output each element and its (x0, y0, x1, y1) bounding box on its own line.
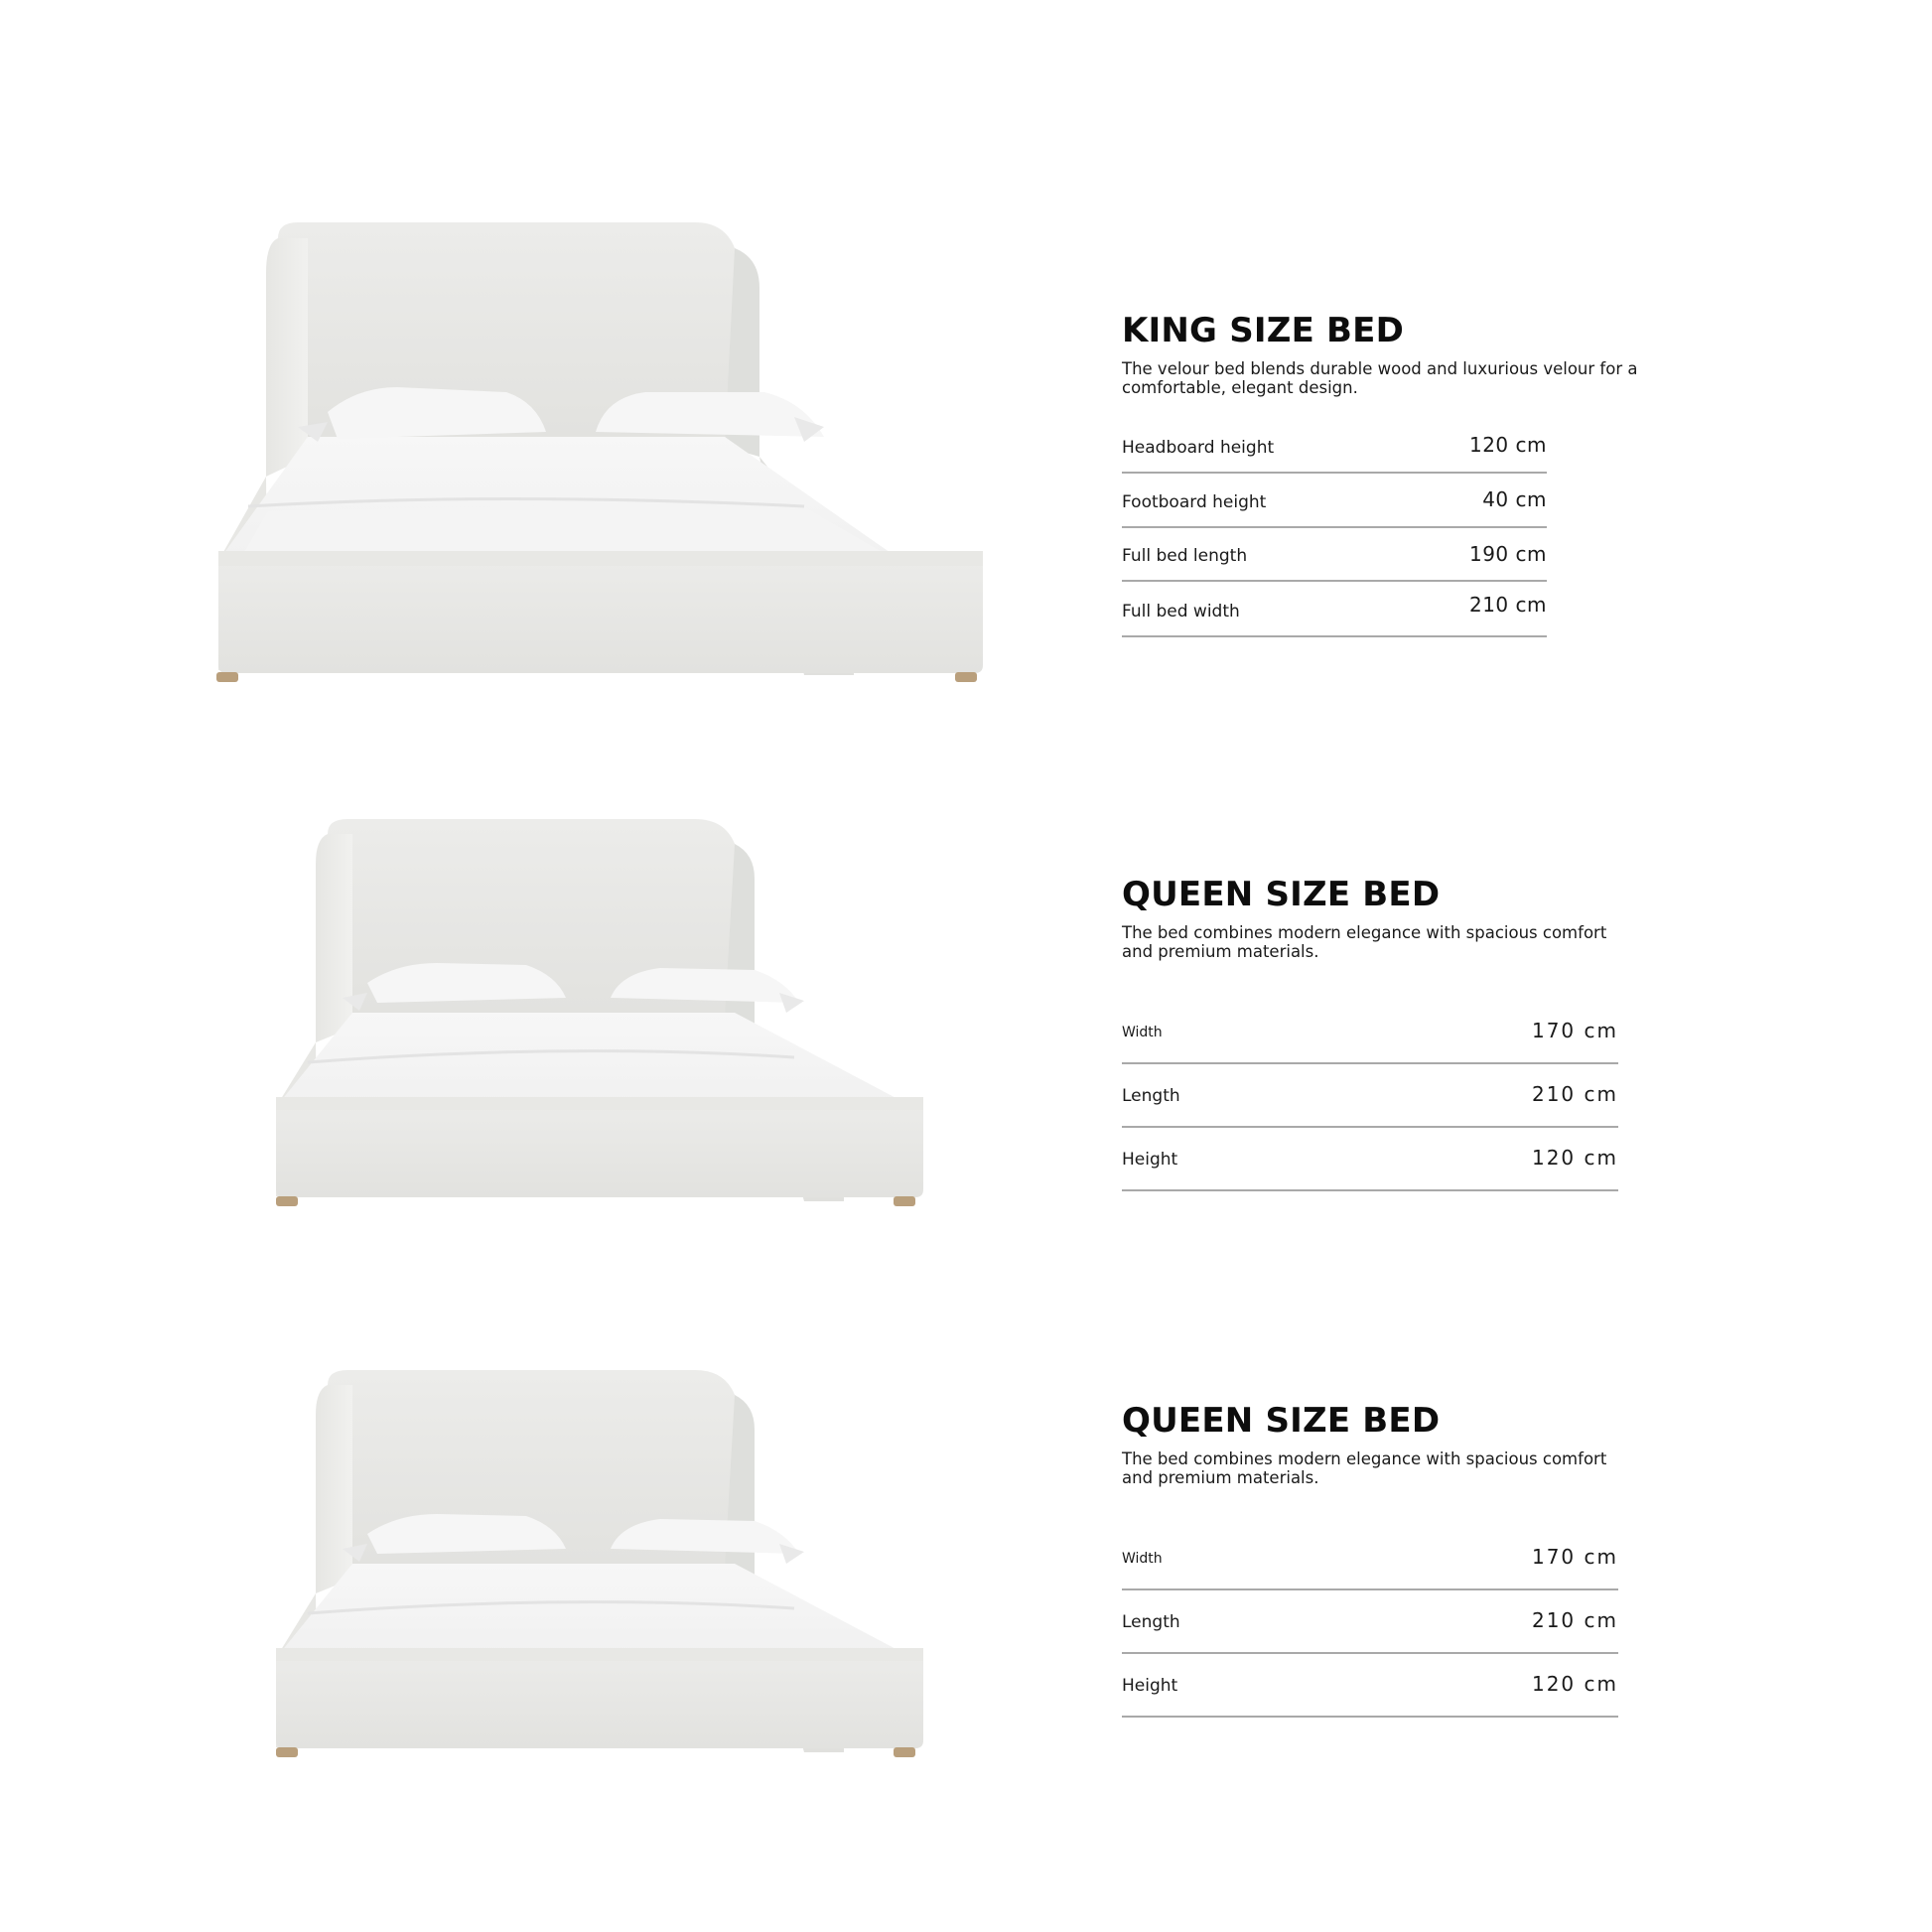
spec-row (1122, 1128, 1618, 1191)
section-title: QUEEN SIZE BED (1122, 1401, 1441, 1441)
queen-bed-image (268, 1365, 923, 1762)
queen-bed-spec (1122, 875, 1638, 1170)
spec-value: 120 cm (1531, 1146, 1618, 1170)
spec-label: Footboard height (1122, 492, 1267, 512)
spec-value: 170 cm (1531, 1019, 1618, 1042)
section-description: The bed combines modern elegance with spacious comfort and premium materials. (1122, 1449, 1607, 1487)
section-description: The bed combines modern elegance with spacious comfort and premium materials. (1122, 923, 1607, 961)
section-description: The velour bed blends durable wood and luxurious velour for a comfortable, elegant design. (1122, 359, 1638, 397)
spec-label: Length (1122, 1086, 1180, 1106)
spec-label: Width (1122, 1551, 1163, 1567)
spec-value: 210 cm (1531, 1082, 1618, 1106)
spec-value: 190 cm (1468, 542, 1547, 566)
spec-row (1122, 582, 1547, 637)
section-title: QUEEN SIZE BED (1122, 875, 1441, 914)
spec-row (1122, 1654, 1618, 1718)
spec-label: Full bed length (1122, 546, 1248, 566)
spec-row (1122, 474, 1547, 528)
king-bed-image (208, 218, 993, 685)
spec-row (1122, 428, 1547, 474)
spec-row (1122, 1533, 1618, 1590)
king-bed-spec (1122, 311, 1727, 621)
spec-row (1122, 1590, 1618, 1654)
section-title: KING SIZE BED (1122, 311, 1405, 350)
spec-value: 40 cm (1482, 487, 1547, 511)
spec-label: Height (1122, 1676, 1178, 1696)
spec-value: 210 cm (1468, 593, 1547, 617)
queen-bed-spec (1122, 1401, 1638, 1696)
queen-bed-image (268, 814, 923, 1211)
spec-value: 120 cm (1468, 433, 1547, 457)
spec-row (1122, 1064, 1618, 1128)
spec-label: Headboard height (1122, 438, 1275, 458)
spec-value: 210 cm (1531, 1608, 1618, 1632)
spec-label: Width (1122, 1025, 1163, 1040)
spec-label: Full bed width (1122, 602, 1240, 621)
spec-row (1122, 1007, 1618, 1064)
spec-value: 120 cm (1531, 1672, 1618, 1696)
spec-row (1122, 528, 1547, 582)
spec-label: Height (1122, 1150, 1178, 1170)
spec-label: Length (1122, 1612, 1180, 1632)
spec-value: 170 cm (1531, 1545, 1618, 1569)
